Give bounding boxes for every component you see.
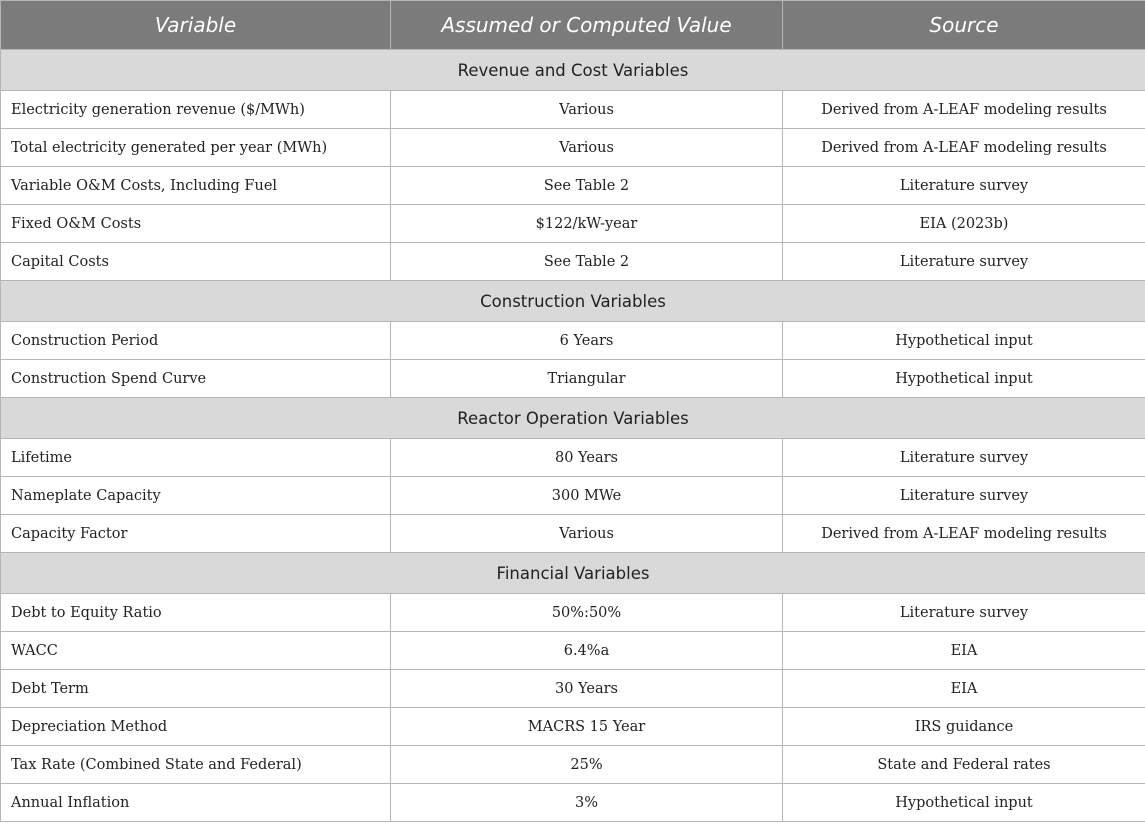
value-cell: Various [391,91,783,129]
source-cell: Derived from A-LEAF modeling results [783,129,1145,167]
value-cell: Various [391,129,783,167]
variable-cell: Fixed O&M Costs [1,205,391,243]
value-cell: See Table 2 [391,243,783,281]
table-row [1,205,1145,243]
value-cell: 80 Years [391,439,783,477]
table-row [1,439,1145,477]
value-cell: Various [391,515,783,553]
source-cell: Hypothetical input [783,360,1145,398]
table-row [1,167,1145,205]
value-cell: See Table 2 [391,167,783,205]
section-title: Revenue and Cost Variables [1,50,1145,91]
table-row [1,477,1145,515]
variable-cell: Debt to Equity Ratio [1,594,391,632]
variable-cell: Electricity generation revenue ($/MWh) [1,91,391,129]
variable-cell: Capacity Factor [1,515,391,553]
value-cell: 6.4%a [391,632,783,670]
source-cell: Literature survey [783,439,1145,477]
source-cell: EIA (2023b) [783,205,1145,243]
source-cell: Derived from A-LEAF modeling results [783,91,1145,129]
section-title: Construction Variables [1,281,1145,322]
table-row [1,708,1145,746]
value-cell: 3% [391,784,783,822]
variable-cell: Depreciation Method [1,708,391,746]
value-cell: 6 Years [391,322,783,360]
table-body [1,50,1145,822]
source-cell: Hypothetical input [783,784,1145,822]
variable-cell: Construction Period [1,322,391,360]
variable-cell: WACC [1,632,391,670]
table-row [1,360,1145,398]
table-row [1,784,1145,822]
header-value: Assumed or Computed Value [391,1,783,50]
table-row [1,515,1145,553]
value-cell: MACRS 15 Year [391,708,783,746]
source-cell: Derived from A-LEAF modeling results [783,515,1145,553]
table-row [1,746,1145,784]
header-row [1,1,1145,50]
table-row [1,322,1145,360]
source-cell: EIA [783,670,1145,708]
source-cell: Hypothetical input [783,322,1145,360]
value-cell: 25% [391,746,783,784]
variable-cell: Debt Term [1,670,391,708]
variable-cell: Annual Inflation [1,784,391,822]
section-title: Reactor Operation Variables [1,398,1145,439]
variable-cell: Total electricity generated per year (MWh) [1,129,391,167]
section-row [1,50,1145,91]
value-cell: 30 Years [391,670,783,708]
variable-cell: Tax Rate (Combined State and Federal) [1,746,391,784]
value-cell: $122/kW-year [391,205,783,243]
table-header [1,1,1145,50]
value-cell: Triangular [391,360,783,398]
section-row [1,553,1145,594]
table-row [1,129,1145,167]
section-title: Financial Variables [1,553,1145,594]
section-row [1,398,1145,439]
header-variable: Variable [1,1,391,50]
source-cell: Literature survey [783,594,1145,632]
header-source: Source [783,1,1145,50]
variable-cell: Lifetime [1,439,391,477]
variable-cell: Nameplate Capacity [1,477,391,515]
source-cell: IRS guidance [783,708,1145,746]
section-row [1,281,1145,322]
source-cell: Literature survey [783,243,1145,281]
table-row [1,670,1145,708]
table-row [1,594,1145,632]
variable-cell: Capital Costs [1,243,391,281]
source-cell: Literature survey [783,167,1145,205]
source-cell: State and Federal rates [783,746,1145,784]
variable-cell: Variable O&M Costs, Including Fuel [1,167,391,205]
table-row [1,91,1145,129]
source-cell: Literature survey [783,477,1145,515]
source-cell: EIA [783,632,1145,670]
value-cell: 300 MWe [391,477,783,515]
table-row [1,243,1145,281]
value-cell: 50%:50% [391,594,783,632]
variable-cell: Construction Spend Curve [1,360,391,398]
table-row [1,632,1145,670]
